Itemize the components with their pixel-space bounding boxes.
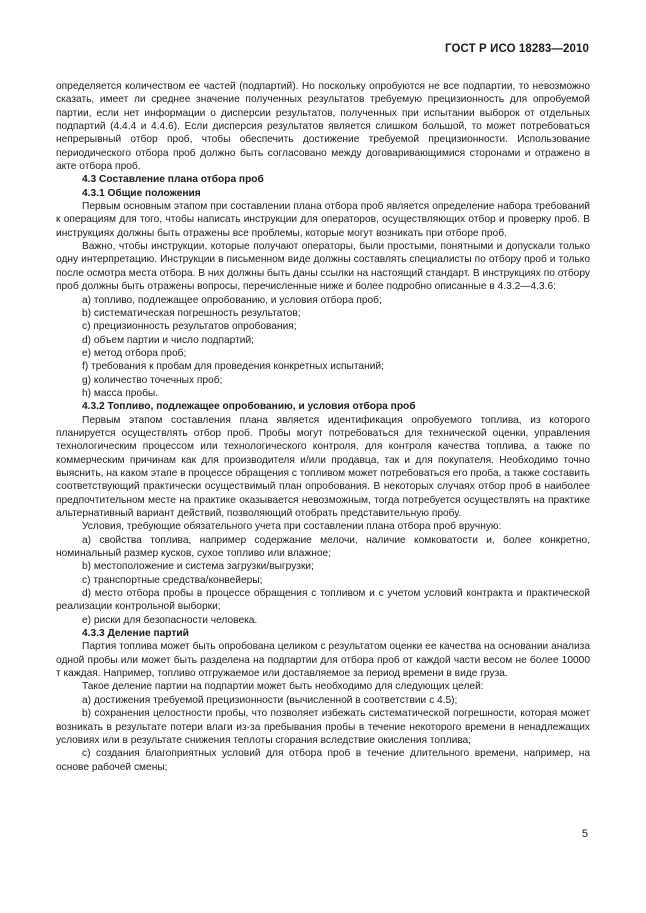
paragraph: a) свойства топлива, например содержание мелочи, наличие комковатости и, более конкретно, номинальный размер кусков, сухое топливо или влажное; [56, 534, 590, 560]
list-item: e) риски для безопасности человека. [82, 614, 258, 626]
list-item: d) объем партии и число подпартий; [82, 334, 254, 346]
paragraph: Первым этапом составления плана является идентификация опробуемого топлива, из которого планируется осуществлять отбор проб. Пробы могут потребоваться для технической оценки, управления технологическим процессом или технологического контроля, для контроля качества топлива, а также по коммерческим причинам как для производителя и/или продавца, так и для покупателя. Необходимо точно выяснить, на каком этапе в процессе обращения с топливом может потребоваться его проба, а также составить соответствующий практически осуществимый план опробования. В некоторых случаях отбор проб в наиболее предпочтительном месте на практике оказывается невозможным, тогда потребуется осуществлять на практике альтернативный вариант действий, позволяющий отобрать представительную пробу. [56, 414, 590, 519]
section-heading: 4.3.1 Общие положения [82, 187, 201, 199]
list-item: c) прецизионность результатов опробования; [82, 321, 297, 333]
section-heading: 4.3 Составление плана отбора проб [82, 174, 264, 186]
paragraph: Такое деление партии на подпартии может быть необходимо для следующих целей: [82, 681, 484, 693]
paragraph: Первым основным этапом при составлении плана отбора проб является определение набора требований к операциям для того, чтобы написать инструкции для операторов, осуществляющих отбор и проверку проб. В инструкциях должны быть отражены все проблемы, которые могут возникать при отборе проб. [56, 201, 590, 239]
paragraph: Партия топлива может быть опробована целиком с результатом оценки ее качества на основании анализа одной пробы или может быть разделена на подпартии для отбора проб от каждой части весом не более 10000 т каждая. Например, топливо отгружаемое или доставляемое за период времени в виде груза. [56, 641, 590, 680]
list-item: h) масса пробы. [82, 387, 159, 399]
paragraph: Важно, чтобы инструкции, которые получают операторы, были простыми, понятными и допускали только одну интерпретацию. Инструкции в письменном виде должны составлять специалисты по отбору проб и только после осмотра места отбора. В них должны быть даны ссылки на настоящий стандарт. В инструкциях по отбору проб должны быть отражены вопросы, перечисленные ниже и более подробно описанные в 4.3.2—4.3.6: [56, 241, 590, 293]
section-heading: 4.3.3 Деление партий [82, 628, 189, 640]
list-item: b) систематическая погрешность результатов; [82, 307, 301, 319]
list-item: e) метод отбора проб; [82, 347, 187, 359]
paragraph: Условия, требующие обязательного учета при составлении плана отбора проб вручную: [82, 521, 502, 533]
page-number: 5 [581, 828, 588, 840]
paragraph: d) место отбора пробы в процессе обращения с топливом и с учетом условий контракта и практической реализации контрольной выборки; [56, 588, 590, 613]
paragraph: b) сохранения целостности пробы, что позволяет избежать систематической погрешности, которая может возникать в результате потери влаги из-за пребывания пробы в течение некоторого времени в ненадлежащих условиях или в результате снижения теплоты сгорания вследствие окисления топлива; [56, 708, 590, 746]
list-item: a) достижения требуемой прецизионности (вычисленной в соответствии с 4.5); [82, 694, 458, 706]
section-heading: 4.3.2 Топливо, подлежащее опробованию, и условия отбора проб [82, 401, 416, 413]
standard-number-header: ГОСТ Р ИСО 18283—2010 [444, 43, 589, 55]
document-body [56, 80, 590, 774]
list-item: g) количество точечных проб; [82, 374, 223, 386]
paragraph: определяется количеством ее частей (подпартий). Но поскольку опробуются не все подпартии, то невозможно сказать, имеет ли среднее значение полученных результатов требуемую прецизионность для опробуемой партии, если нет информации о дисперсии результатов, полученных при испытании выборок от отдельных подпартий (4.4.4 и 4.4.6). Если дисперсия результатов является слишком большой, то может потребоваться непрерывный отбор проб, чтобы обеспечить достижение требуемой прецизионности. Использование периодического отбора проб должно быть согласовано между договаривающимися сторонами и отражено в акте отбора проб. [56, 81, 590, 173]
list-item: c) транспортные средства/конвейеры; [82, 574, 263, 586]
list-item: b) местоположение и система загрузки/выгрузки; [82, 561, 314, 573]
paragraph: c) создания благоприятных условий для отбора проб в течение длительного времени, например, на основе рабочей смены; [56, 748, 590, 773]
list-item: f) требования к пробам для проведения конкретных испытаний; [82, 361, 384, 373]
list-item: a) топливо, подлежащее опробованию, и условия отбора проб; [82, 294, 382, 306]
